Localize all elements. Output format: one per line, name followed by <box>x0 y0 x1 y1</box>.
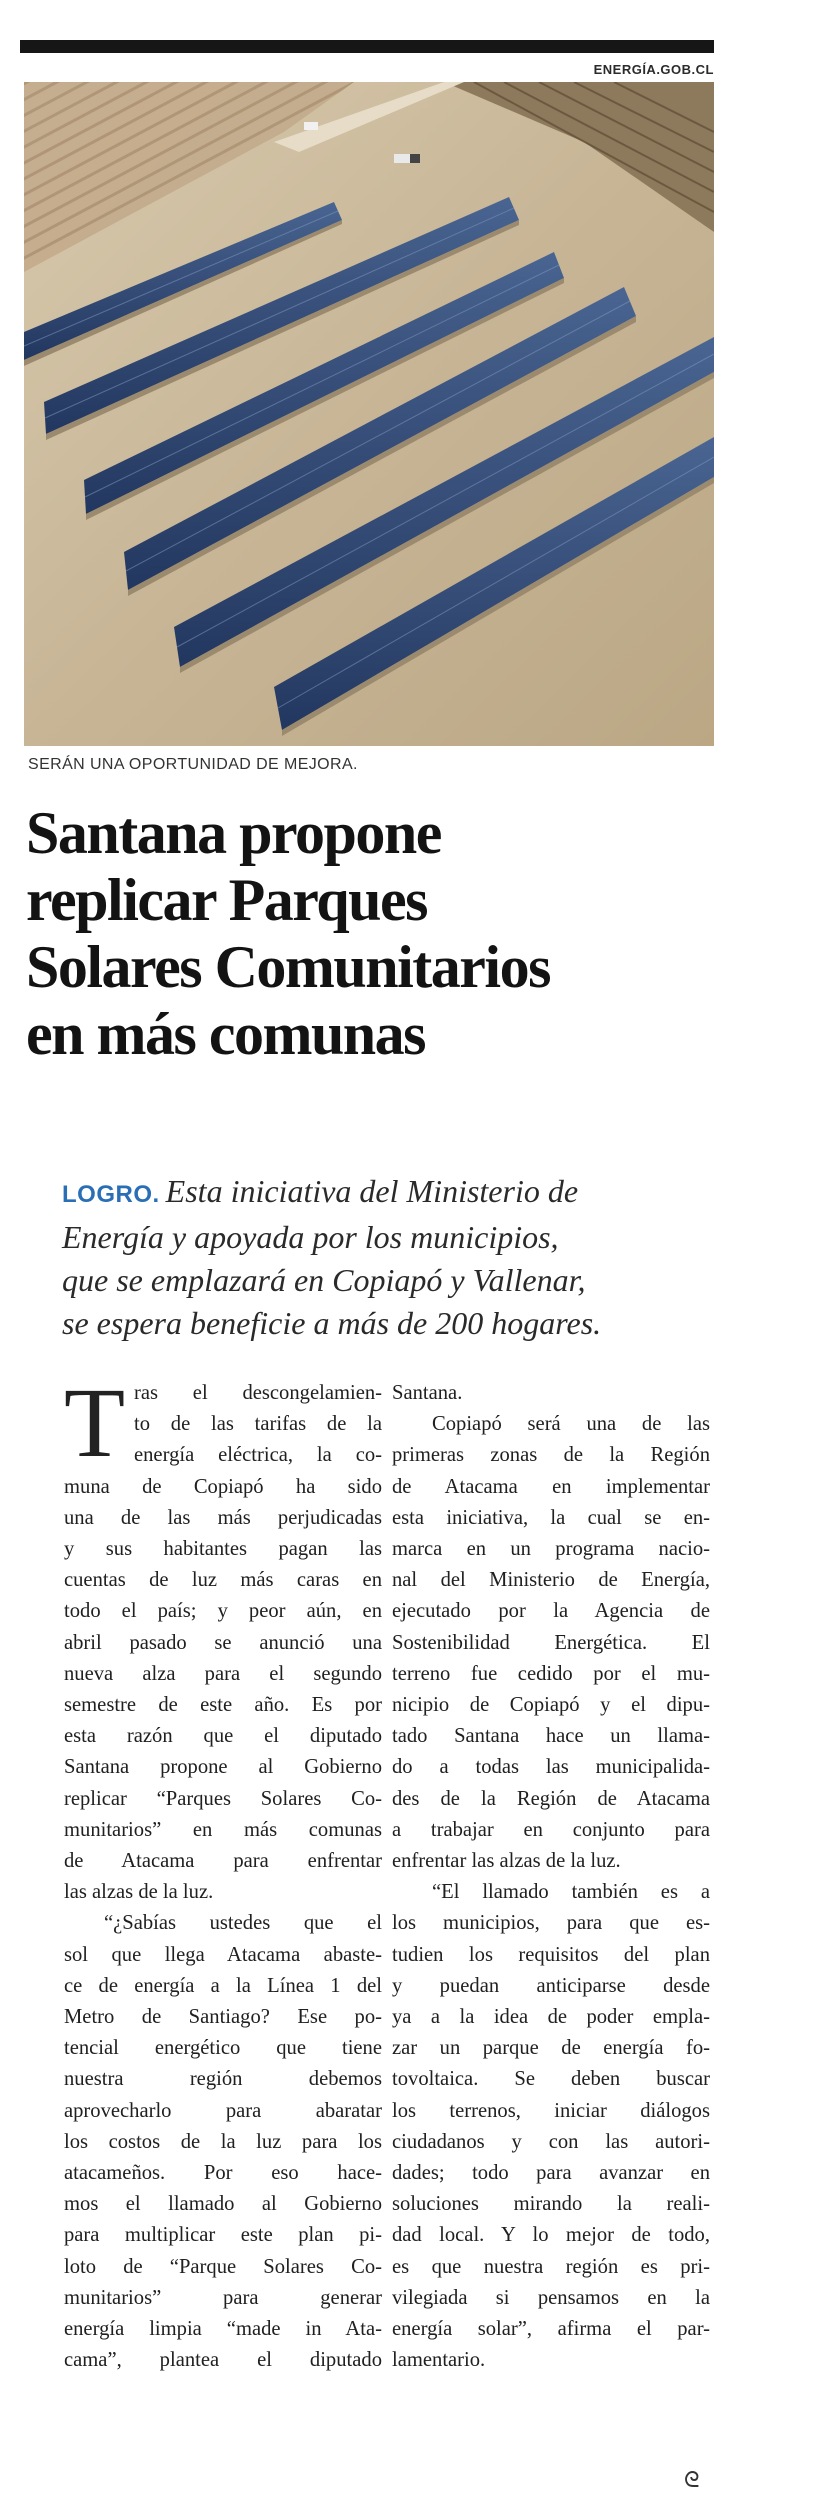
body-line: los municipios, para que es- <box>392 1912 710 1935</box>
body-line: Santana propone al Gobierno <box>64 1756 382 1779</box>
body-line: ejecutado por la Agencia de <box>392 1600 710 1623</box>
body-line: para multiplicar este plan pi- <box>64 2224 382 2247</box>
body-line: vilegiada si pensamos en la <box>392 2286 710 2309</box>
body-line: tado Santana hace un llama- <box>392 1725 710 1748</box>
body-line: Santana. <box>392 1382 463 1404</box>
solar-park-photo <box>24 82 714 746</box>
body-line: nal del Ministerio de Energía, <box>392 1569 710 1592</box>
body-line: tovoltaica. Se deben buscar <box>392 2068 710 2091</box>
body-line: y sus habitantes pagan las <box>64 1538 382 1561</box>
body-line: terreno fue cedido por el mu- <box>392 1662 710 1685</box>
body-line: munitarios” en más comunas <box>64 1818 382 1841</box>
headline-line: Santana propone <box>26 800 441 866</box>
body-line: las alzas de la luz. <box>64 1881 214 1904</box>
body-line: soluciones mirando la reali- <box>392 2193 710 2216</box>
body-line: primeras zonas de la Región <box>392 1444 710 1467</box>
body-line: atacameños. Por eso hace- <box>64 2162 382 2185</box>
end-of-article-mark: ᘓ <box>684 2467 700 2492</box>
dek-line: se espera beneficie a más de 200 hogares. <box>62 1305 602 1341</box>
body-line: a trabajar en conjunto para <box>392 1818 710 1841</box>
body-line: ras el descongelamien- <box>134 1382 382 1404</box>
body-line: todo el país; y peor aún, en <box>64 1600 382 1623</box>
body-line: esta iniciativa, la cual se en- <box>392 1506 710 1529</box>
drop-cap: T <box>64 1367 126 1478</box>
body-line: de Atacama para enfrentar <box>64 1850 382 1873</box>
body-line: tudien los requisitos del plan <box>392 1943 710 1966</box>
body-line: to de las tarifas de la <box>134 1413 382 1436</box>
headline <box>26 800 716 1068</box>
body-line: lamentario. <box>392 2349 486 2372</box>
body-line: ce de energía a la Línea 1 del <box>64 1974 382 1997</box>
body-line: ciudadanos y con las autori- <box>392 2130 710 2153</box>
body-line: cama”, plantea el diputado <box>64 2349 382 2372</box>
photo-caption: SERÁN UNA OPORTUNIDAD DE MEJORA. <box>28 756 358 773</box>
body-line: loto de “Parque Solares Co- <box>64 2255 382 2278</box>
body-line: de Atacama en implementar <box>392 1475 710 1498</box>
body-line: los costos de la luz para los <box>64 2130 382 2153</box>
body-line: aprovecharlo para abaratar <box>64 2099 382 2122</box>
body-line: energía solar”, afirma el par- <box>392 2318 710 2341</box>
top-rule <box>20 40 714 53</box>
body-line: energía eléctrica, la co- <box>134 1444 382 1467</box>
body-line: replicar “Parques Solares Co- <box>64 1787 382 1810</box>
body-column-left <box>64 1367 382 2377</box>
body-line: dades; todo para avanzar en <box>392 2162 710 2185</box>
body-line: cuentas de luz más caras en <box>64 1569 382 1592</box>
headline-line: replicar Parques <box>26 867 427 933</box>
body-line: energía limpia “made in Ata- <box>64 2318 382 2341</box>
body-line: semestre de este año. Es por <box>64 1694 382 1717</box>
body-line: do a todas las municipalida- <box>392 1756 710 1779</box>
body-line: “El llamado también es a <box>432 1881 710 1904</box>
summary-dek <box>62 1170 722 1345</box>
body-line: munitarios” para generar <box>64 2286 382 2309</box>
body-line: Copiapó será una de las <box>432 1413 710 1436</box>
photo-source-credit: ENERGÍA.GOB.CL <box>593 62 714 77</box>
body-line: des de la Región de Atacama <box>392 1787 710 1810</box>
headline-line: Solares Comunitarios <box>26 934 550 1000</box>
body-line: una de las más perjudicadas <box>64 1506 382 1529</box>
dek-line: Esta iniciativa del Ministerio de <box>165 1173 579 1209</box>
body-line: nicipio de Copiapó y el dipu- <box>392 1694 710 1717</box>
body-line: dad local. Y lo mejor de todo, <box>392 2224 710 2247</box>
vehicle-shape <box>304 122 318 130</box>
body-line: muna de Copiapó ha sido <box>64 1475 382 1498</box>
body-line: los terrenos, iniciar diálogos <box>392 2099 710 2122</box>
body-line: nueva alza para el segundo <box>64 1662 382 1685</box>
body-line: enfrentar las alzas de la luz. <box>392 1850 621 1873</box>
dek-line: Energía y apoyada por los municipios, <box>62 1219 559 1255</box>
body-line: abril pasado se anunció una <box>64 1631 382 1654</box>
vehicle-shape <box>394 154 410 163</box>
body-line: tencial energético que tiene <box>64 2037 382 2060</box>
body-line: zar un parque de energía fo- <box>392 2037 710 2060</box>
body-line: sol que llega Atacama abaste- <box>64 1943 382 1966</box>
body-line: Metro de Santiago? Ese po- <box>64 2006 382 2029</box>
body-line: marca en un programa nacio- <box>392 1538 710 1561</box>
headline-line: en más comunas <box>26 1001 426 1067</box>
body-line: nuestra región debemos <box>64 2068 382 2091</box>
body-line: ya a la idea de poder empla- <box>392 2006 710 2029</box>
body-line: esta razón que el diputado <box>64 1725 382 1748</box>
body-line: y puedan anticiparse desde <box>392 1974 710 1997</box>
body-line: “¿Sabías ustedes que el <box>104 1912 382 1935</box>
body-line: es que nuestra región es pri- <box>392 2255 710 2278</box>
dek-line: que se emplazará en Copiapó y Vallenar, <box>62 1262 586 1298</box>
body-column-right <box>392 1378 710 2377</box>
solar-park-illustration <box>24 82 714 746</box>
body-line: Sostenibilidad Energética. El <box>392 1631 710 1654</box>
kicker-label: LOGRO. <box>62 1181 160 1208</box>
body-line: mos el llamado al Gobierno <box>64 2193 382 2216</box>
